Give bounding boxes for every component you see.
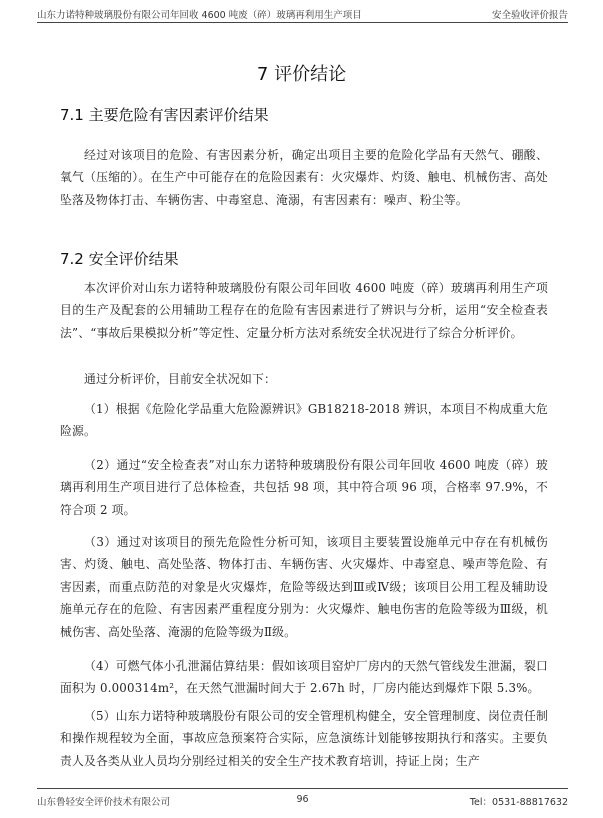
section-heading-7-2: 7.2 安全评价结果 xyxy=(60,250,179,268)
chapter-title: 7 评价结论 xyxy=(256,64,347,85)
footer-rule xyxy=(37,788,568,789)
paragraph-evaluation-intro: 本次评价对山东力诺特种玻璃股份有限公司年回收 4600 吨废（碎）玻璃再利用生产项目的生产及配套的公用辅助工程存在的危险有害因素进行了辨识与分析，运用“安全检查表法”、“事故后果模拟分析”等定性、定量分析方法对系统安全状况进行了综合分析评价。 xyxy=(60,281,548,340)
paragraph-item-3: （3）通过对该项目的预先危险性分析可知，该项目主要装置设施单元中存在有机械伤害、灼烫、触电、高处坠落、物体打击、车辆伤害、火灾爆炸、中毒窒息、噪声等危险、有害因素，而重点防范的对象是火灾爆炸，危险等级达到Ⅲ或Ⅳ级；该项目公用工程及辅助设施单元存在的危险、有害因素严重程度分别为：火灾爆炸、触电伤害的危险等级为Ⅲ级，机械伤害、高处坠落、淹溺的危险等级为Ⅱ级。 xyxy=(60,535,548,639)
page-number: 96 xyxy=(296,794,309,805)
footer-company: 山东鲁轻安全评价技术有限公司 xyxy=(37,797,171,808)
header-project-title: 山东力诺特种玻璃股份有限公司年回收 4600 吨废（碎）玻璃再利用生产项目 xyxy=(37,10,362,21)
paragraph-hazard-factors: 经过对该项目的危险、有害因素分析，确定出项目主要的危险化学品有天然气、硼酸、氧气（压缩的）。在生产中可能存在的危险因素有：火灾爆炸、灼烫、触电、机械伤害、高处坠落及物体打击、车辆伤害、中毒窒息、淹溺，有害因素有：噪声、粉尘等。 xyxy=(60,148,548,207)
paragraph-item-2: （2）通过“安全检查表”对山东力诺特种玻璃股份有限公司年回收 4600 吨废（碎）玻璃再利用生产项目进行了总体检查，共包括 98 项，其中符合项 96 项，合格率 97.9%，不符合项 2 项。 xyxy=(60,458,548,517)
header-report-type: 安全验收评价报告 xyxy=(491,10,568,21)
section-heading-7-1: 7.1 主要危险有害因素评价结果 xyxy=(60,106,269,124)
footer-phone: Tel：0531-88817632 xyxy=(469,797,568,808)
paragraph-item-5: （5）山东力诺特种玻璃股份有限公司的安全管理机构健全，安全管理制度、岗位责任制和操作规程较为全面，事故应急预案符合实际，应急演练计划能够按期执行和落实。主要负责人及各类从业人员均分别经过相关的安全生产技术教育培训，持证上岗；生产 xyxy=(60,709,548,768)
paragraph-item-1: （1）根据《危险化学品重大危险源辨识》GB18218-2018 辨识，本项目不构成重大危险源。 xyxy=(60,402,548,439)
paragraph-item-4: （4）可燃气体小孔泄漏估算结果：假如该项目窑炉厂房内的天然气管线发生泄漏，裂口面积为 0.000314m²，在天然气泄漏时间大于 2.67h 时，厂房内能达到爆炸下限 5.3%。 xyxy=(60,659,548,696)
paragraph-status-intro: 通过分析评价，目前安全状况如下： xyxy=(84,372,276,386)
header-rule xyxy=(37,22,568,23)
